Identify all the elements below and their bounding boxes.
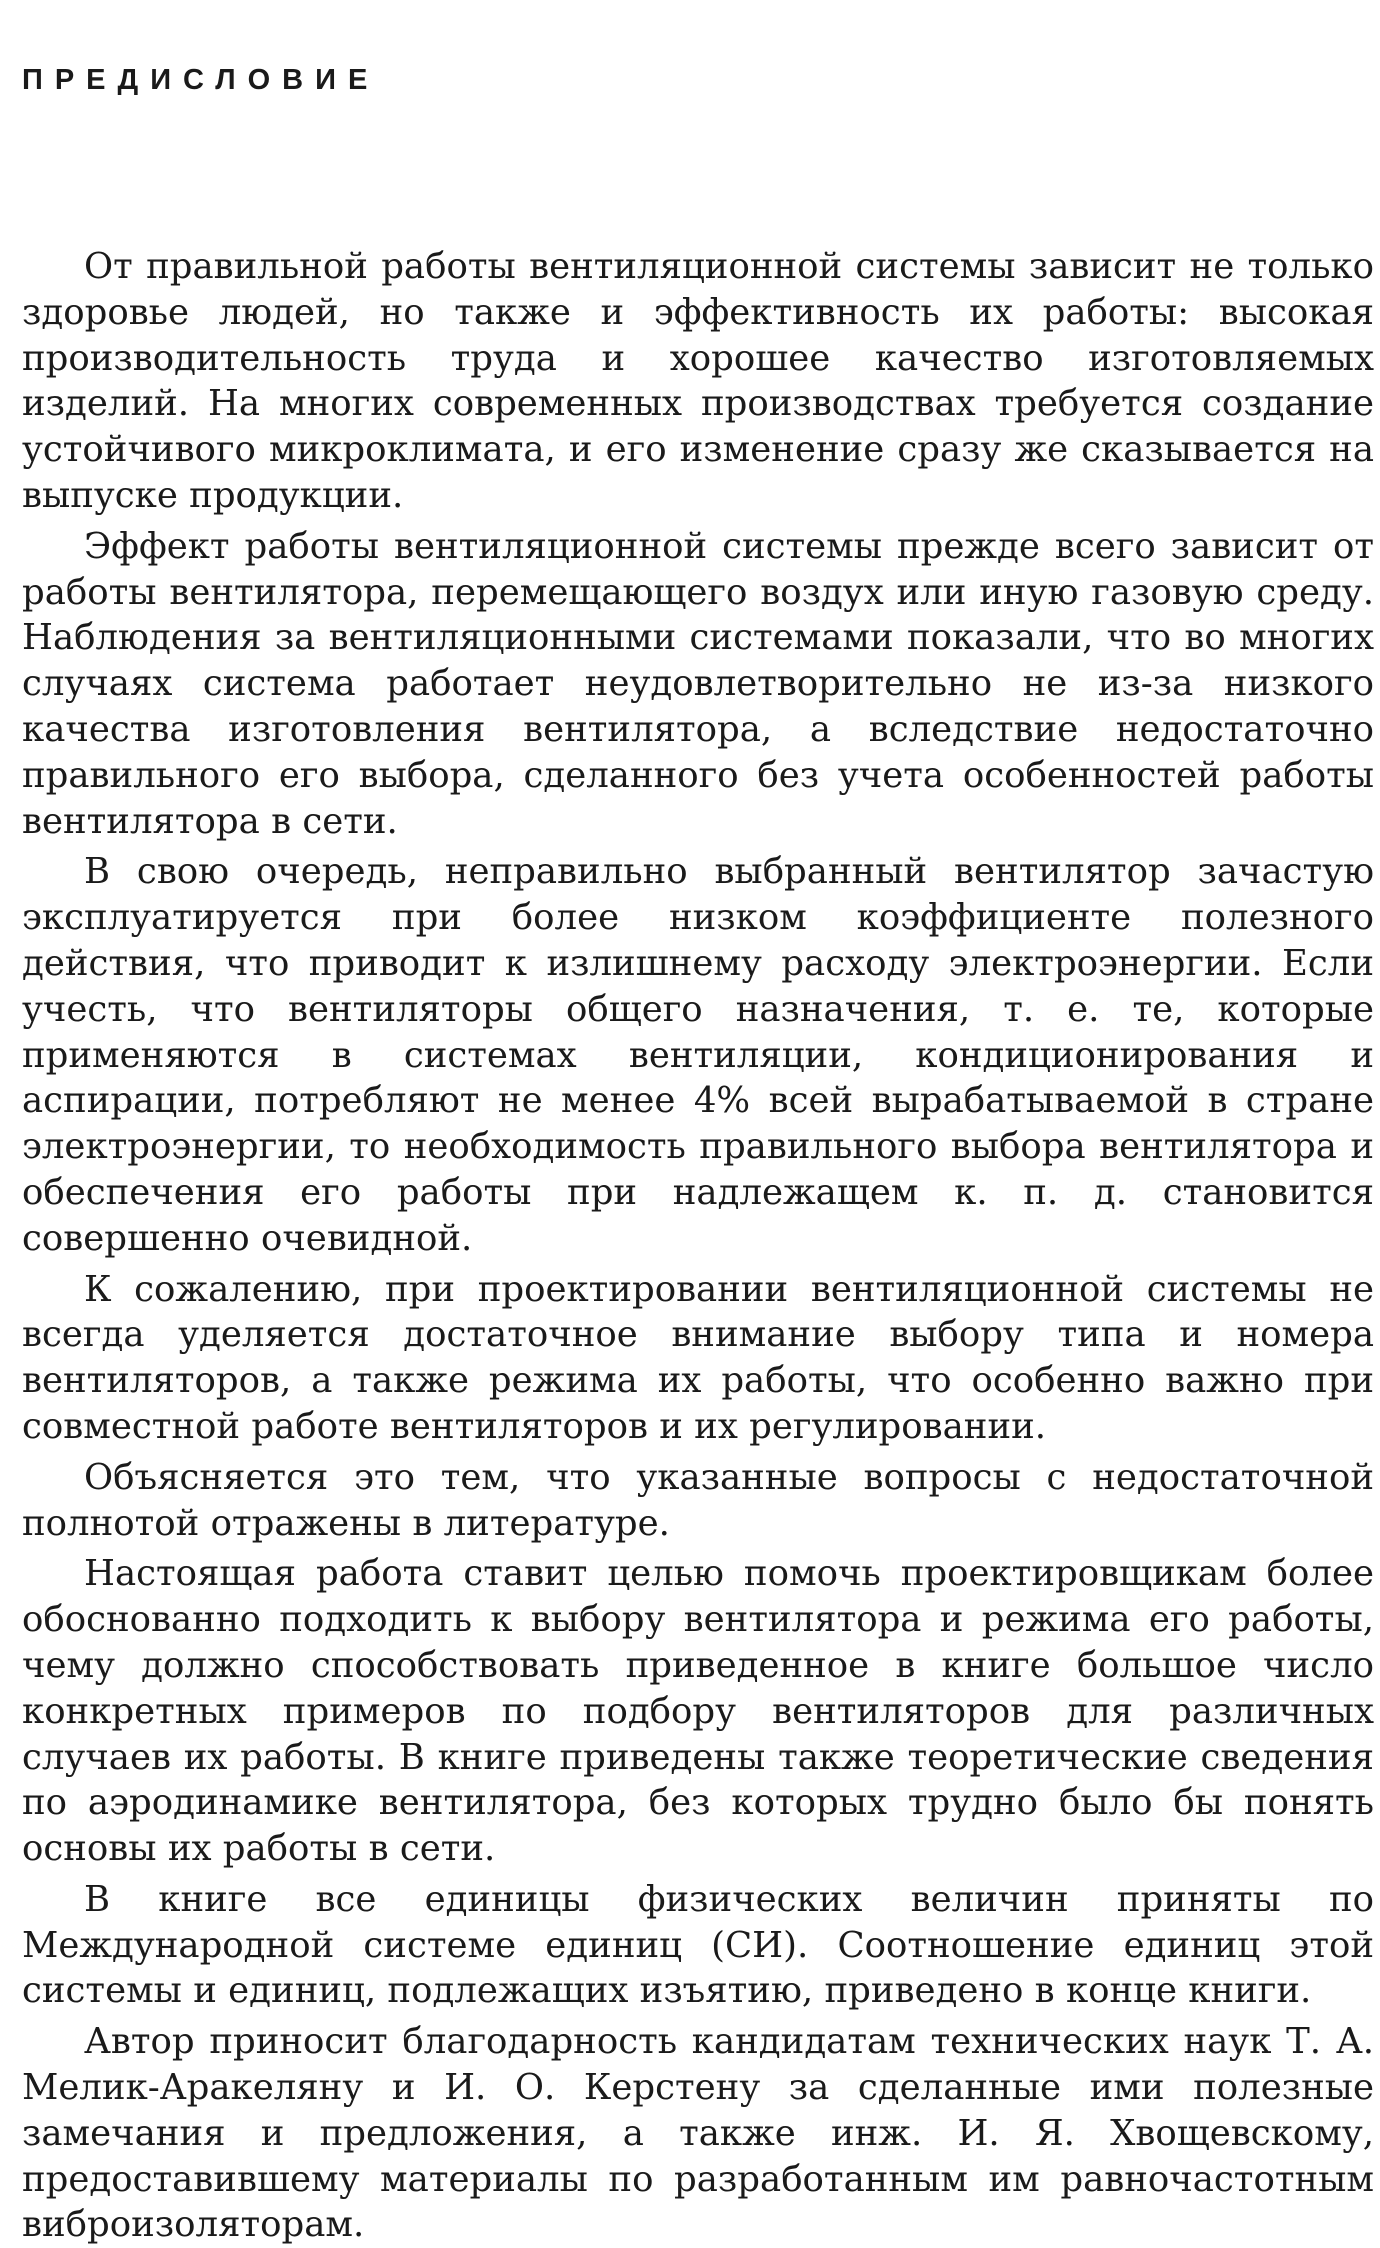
- paragraph-2: Эффект работы вентиляционной системы прежде всего зависит от работы вентилятора, перемещающего воздух или иную газовую среду. Наблюдения за вентиляционными системами показали, что во многих случаях система работает неудовлетворительно не из-за низкого качества изготовления вентилятора, а вследствие недостаточно правильного его выбора, сделанного без учета особенностей работы вентилятора в сети.: [22, 525, 1374, 842]
- paragraph-3: В свою очередь, неправильно выбранный вентилятор зачастую эксплуатируется при более низком коэффициенте полезного действия, что приводит к излишнему расходу электроэнергии. Если учесть, что вентиляторы общего назначения, т. е. те, которые применяются в системах вентиляции, кондиционирования и аспирации, потребляют не менее 4% всей вырабатываемой в стране электроэнергии, то необходимость правильного выбора вентилятора и обеспечения его работы при надлежащем к. п. д. становится совершенно очевидной.: [22, 851, 1374, 1259]
- paragraph-7: В книге все единицы физических величин приняты по Международной системе единиц (СИ). Соотношение единиц этой системы и единиц, подлежащих изъятию, приведено в конце книги.: [22, 1878, 1374, 2012]
- paragraph-1: От правильной работы вентиляционной системы зависит не только здоровье людей, но также и эффективность их работы: высокая производительность труда и хорошее качество изготовляемых изделий. На многих современных производствах требуется создание устойчивого микроклимата, и его изменение сразу же сказывается на выпуске продукции.: [22, 246, 1374, 516]
- paragraph-4: К сожалению, при проектировании вентиляционной системы не всегда уделяется достаточное внимание выбору типа и номера вентиляторов, а также режима их работы, что особенно важно при совместной работе вентиляторов и их регулировании.: [22, 1268, 1374, 1447]
- paragraph-6: Настоящая работа ставит целью помочь проектировщикам более обоснованно подходить к выбору вентилятора и режима его работы, чему должно способствовать приведенное в книге большое число конкретных примеров по подбору вентиляторов для различных случаев их работы. В книге приведены также теоретические сведения по аэродинамике вентилятора, без которых трудно было бы понять основы их работы в сети.: [22, 1553, 1374, 1870]
- paragraph-5: Объясняется это тем, что указанные вопросы с недостаточной полнотой отражены в литературе.: [22, 1456, 1374, 1544]
- body-text: [22, 244, 1374, 2248]
- paragraph-8: Автор приносит благодарность кандидатам технических наук Т. А. Мелик-Аракеляну и И. О. Керстену за сделанные ими полезные замечания и предложения, а также инж. И. Я. Хвощевскому, предоставившему материалы по разработанным им равночастотным виброизоляторам.: [22, 2021, 1374, 2246]
- page-heading: ПРЕДИСЛОВИЕ: [22, 64, 380, 96]
